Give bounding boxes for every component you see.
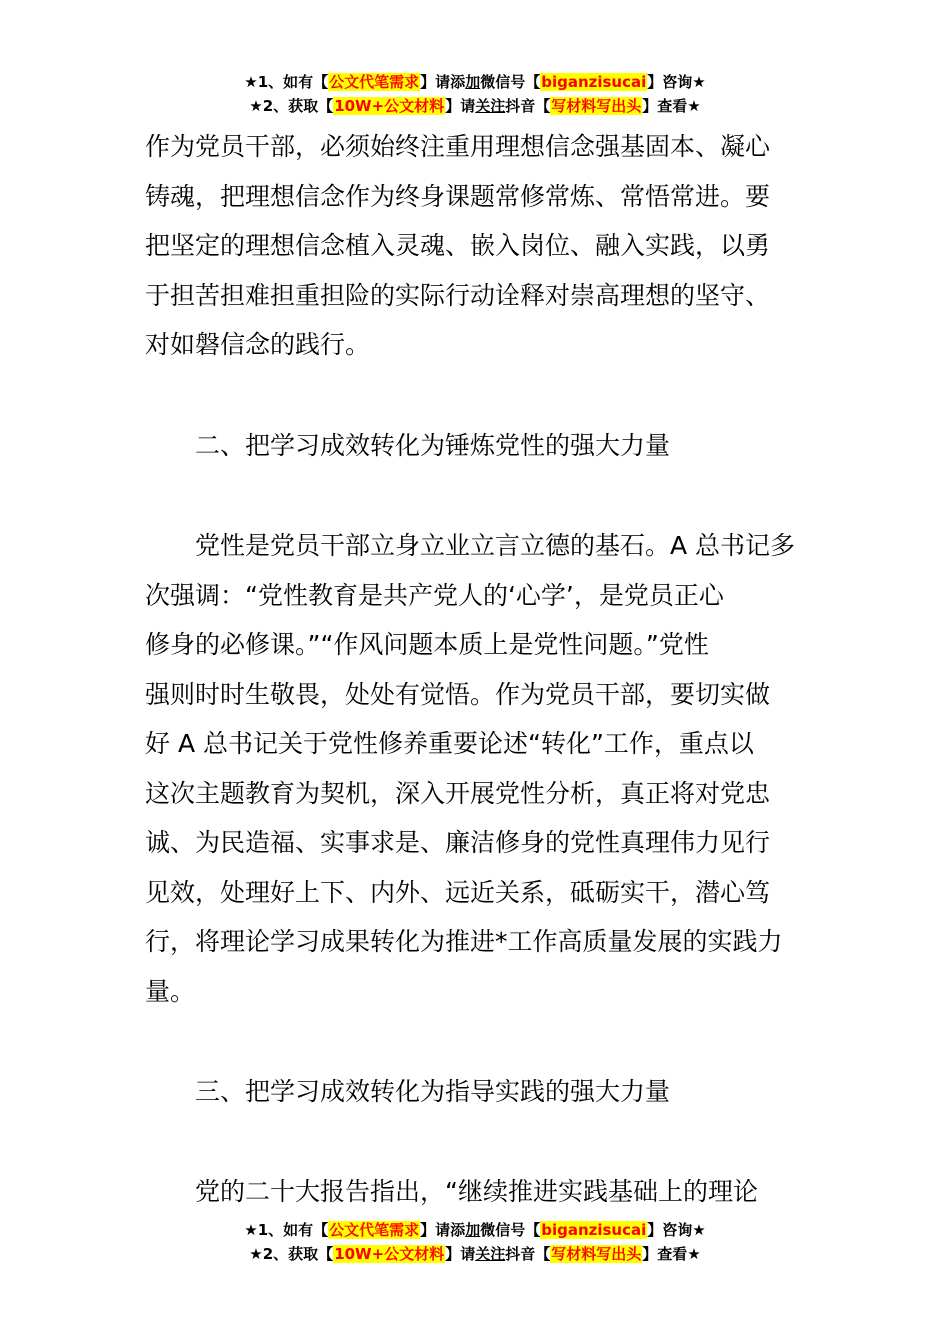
paragraph-line: 行，将理论学习成果转化为推进*工作高质量发展的实践力 (145, 927, 783, 956)
banner-line-2: ★2、获取【10W+公文材料】请关注抖音【写材料写出头】查看★ (249, 1245, 701, 1263)
paragraph-line: 见效，处理好上下、内外、远近关系，砥砺实干，潜心笃 (145, 877, 771, 907)
paragraph-line: 好 A 总书记关于党性修养重要论述“转化”工作，重点以 (145, 729, 754, 758)
highlight-douyin-account: 写材料写出头 (551, 97, 642, 115)
banner-line-1: ★1、如有【公文代笔需求】请添加微信号【biganzisucai】咨询★ (244, 73, 706, 91)
bottom-promo-banner (0, 1218, 950, 1266)
paragraph-1 (145, 122, 807, 370)
heading-text: 三、把学习成效转化为指导实践的强大力量 (195, 1077, 671, 1106)
paragraph-line: 党的二十大报告指出，“继续推进实践基础上的理论 (195, 1177, 758, 1206)
paragraph-line: 党性是党员干部立身立业立言立德的基石。A 总书记多 (195, 531, 796, 560)
paragraph-line: 修身的必修课。”“作风问题本质上是党性问题。”党性 (145, 630, 709, 659)
paragraph-line: 作为党员干部，必须始终注重用理想信念强基固本、凝心 (145, 132, 771, 161)
paragraph-3 (145, 1167, 807, 1217)
highlight-materials: 10W+公文材料 (334, 1245, 445, 1263)
highlight-materials: 10W+公文材料 (334, 97, 445, 115)
paragraph-2 (145, 521, 807, 1016)
banner-line-2: ★2、获取【10W+公文材料】请关注抖音【写材料写出头】查看★ (249, 97, 701, 115)
paragraph-line: 强则时时生敬畏，处处有觉悟。作为党员干部，要切实做 (145, 679, 771, 709)
section-heading-2 (145, 421, 807, 471)
paragraph-line: 铸魂，把理想信念作为终身课题常修常炼、常悟常进。要 (145, 181, 771, 211)
top-promo-banner (0, 70, 950, 118)
heading-text: 二、把学习成效转化为锤炼党性的强大力量 (195, 431, 671, 460)
paragraph-line: 这次主题教育为契机，深入开展党性分析，真正将对党忠 (145, 778, 771, 808)
highlight-wechat-id: biganzisucai (541, 1221, 647, 1239)
highlight-douyin-account: 写材料写出头 (551, 1245, 642, 1263)
paragraph-line: 于担苦担难担重担险的实际行动诠释对崇高理想的坚守、 (145, 280, 771, 310)
highlight-service: 公文代笔需求 (329, 1221, 420, 1239)
paragraph-line: 把坚定的理想信念植入灵魂、嵌入岗位、融入实践，以勇 (145, 231, 771, 260)
highlight-service: 公文代笔需求 (329, 73, 420, 91)
section-heading-3 (145, 1067, 807, 1117)
paragraph-line: 对如磐信念的践行。 (145, 330, 371, 359)
banner-line-1: ★1、如有【公文代笔需求】请添加微信号【biganzisucai】咨询★ (244, 1221, 706, 1239)
paragraph-line: 次强调：“党性教育是共产党人的‘心学’，是党员正心 (145, 580, 724, 610)
highlight-wechat-id: biganzisucai (541, 73, 647, 91)
paragraph-line: 量。 (145, 976, 196, 1006)
paragraph-line: 诚、为民造福、实事求是、廉洁修身的党性真理伟力见行 (145, 828, 771, 857)
